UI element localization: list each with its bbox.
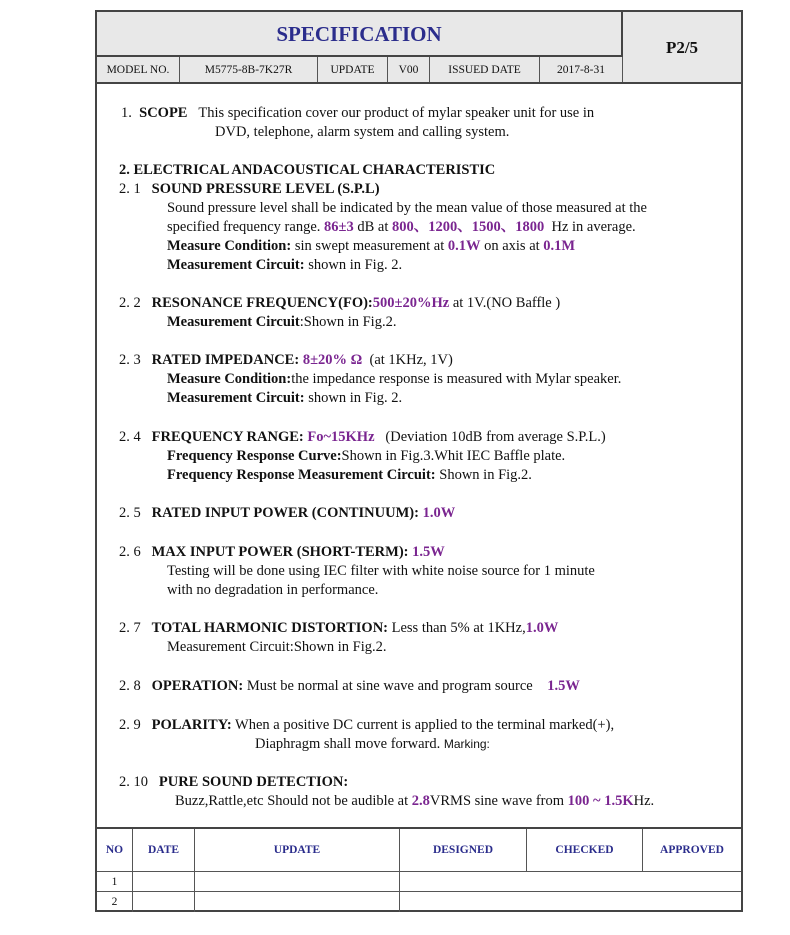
col-header-designed: DESIGNED (400, 829, 527, 872)
section-2-6-line-2: Testing will be done using IEC filter with white noise source for 1 minute (167, 563, 595, 579)
table-cell (195, 872, 400, 892)
page-number: P2/5 (665, 38, 699, 57)
section-2-2-line-2: Measurement Circuit:Shown in Fig.2. (167, 314, 397, 330)
section-2-1-line-4: Measurement Circuit: shown in Fig. 2. (167, 257, 403, 273)
section-2-3-line-2: Measure Condition:the impedance response is measured with Mylar speaker. (167, 371, 622, 387)
row-no: 1 (97, 872, 133, 892)
section-2-1-line-3: Measure Condition: sin swept measurement at 0.1W on axis at 0.1M (167, 238, 576, 254)
section-2-2-title: 2. 2 RESONANCE FREQUENCY(FO):500±20%Hz at 1V.(NO Baffle ) (119, 295, 561, 311)
section-2-4-title: 2. 4 FREQUENCY RANGE: Fo~15KHz (Deviation 10dB from average S.P.L.) (119, 429, 606, 445)
col-header-approved: APPROVED (643, 829, 741, 872)
scope-line-1: 1. SCOPE This specification cover our product of mylar speaker unit for use in (121, 105, 595, 121)
header (97, 12, 741, 84)
spec-sheet (95, 10, 743, 912)
section-2-10-line-2: Buzz,Rattle,etc Should not be audible at 2.8VRMS sine wave from 100 ~ 1.5KHz. (175, 793, 655, 809)
col-header-checked: CHECKED (527, 829, 643, 872)
section-2-title: 2. ELECTRICAL ANDACOUSTICAL CHARACTERISTIC (119, 162, 496, 178)
section-2-5-title: 2. 5 RATED INPUT POWER (CONTINUUM): 1.0W (119, 505, 456, 521)
update-value: V00 (388, 57, 430, 84)
section-2-1-line-1: Sound pressure level shall be indicated by the mean value of those measured at the (167, 200, 647, 216)
section-2-4-line-2: Frequency Response Curve:Shown in Fig.3.Whit IEC Baffle plate. (167, 448, 566, 464)
table-cell (400, 892, 741, 912)
table-cell (133, 872, 195, 892)
model-value: M5775-8B-7K27R (180, 57, 318, 84)
revision-table (97, 827, 741, 912)
section-2-7-line-2: Measurement Circuit:Shown in Fig.2. (167, 639, 387, 655)
update-label: UPDATE (318, 57, 388, 84)
section-2-9-line-2: Diaphragm shall move forward. Marking: (255, 736, 490, 752)
issued-value: 2017-8-31 (540, 57, 623, 84)
section-2-1-line-2: specified frequency range. 86±3 dB at 800、1200、1500、1800 Hz in average. (167, 219, 636, 235)
section-2-3-line-3: Measurement Circuit: shown in Fig. 2. (167, 390, 403, 406)
section-2-6-line-3: with no degradation in performance. (167, 582, 379, 598)
issued-label: ISSUED DATE (430, 57, 540, 84)
spec-body (97, 84, 741, 828)
scope-line-2: DVD, telephone, alarm system and calling system. (215, 124, 510, 140)
section-2-1-title: 2. 1 SOUND PRESSURE LEVEL (S.P.L) (119, 181, 380, 197)
col-header-update: UPDATE (195, 829, 400, 872)
section-2-8-title: 2. 8 OPERATION: Must be normal at sine wave and program source 1.5W (119, 678, 580, 694)
page-title: SPECIFICATION (97, 12, 623, 57)
model-label: MODEL NO. (97, 57, 180, 84)
row-no: 2 (97, 892, 133, 912)
table-cell (195, 892, 400, 912)
section-2-3-title: 2. 3 RATED IMPEDANCE: 8±20% Ω (at 1KHz, 1V) (119, 352, 453, 368)
table-cell (133, 892, 195, 912)
section-2-7-title: 2. 7 TOTAL HARMONIC DISTORTION: Less than 5% at 1KHz,1.0W (119, 620, 559, 636)
section-2-10-title: 2. 10 PURE SOUND DETECTION: (119, 774, 349, 790)
col-header-no: NO (97, 829, 133, 872)
section-2-4-line-3: Frequency Response Measurement Circuit: Shown in Fig.2. (167, 467, 532, 483)
section-2-9-title: 2. 9 POLARITY: When a positive DC current is applied to the terminal marked(+), (119, 717, 615, 733)
section-2-6-title: 2. 6 MAX INPUT POWER (SHORT-TERM): 1.5W (119, 544, 445, 560)
col-header-date: DATE (133, 829, 195, 872)
table-cell (400, 872, 741, 892)
